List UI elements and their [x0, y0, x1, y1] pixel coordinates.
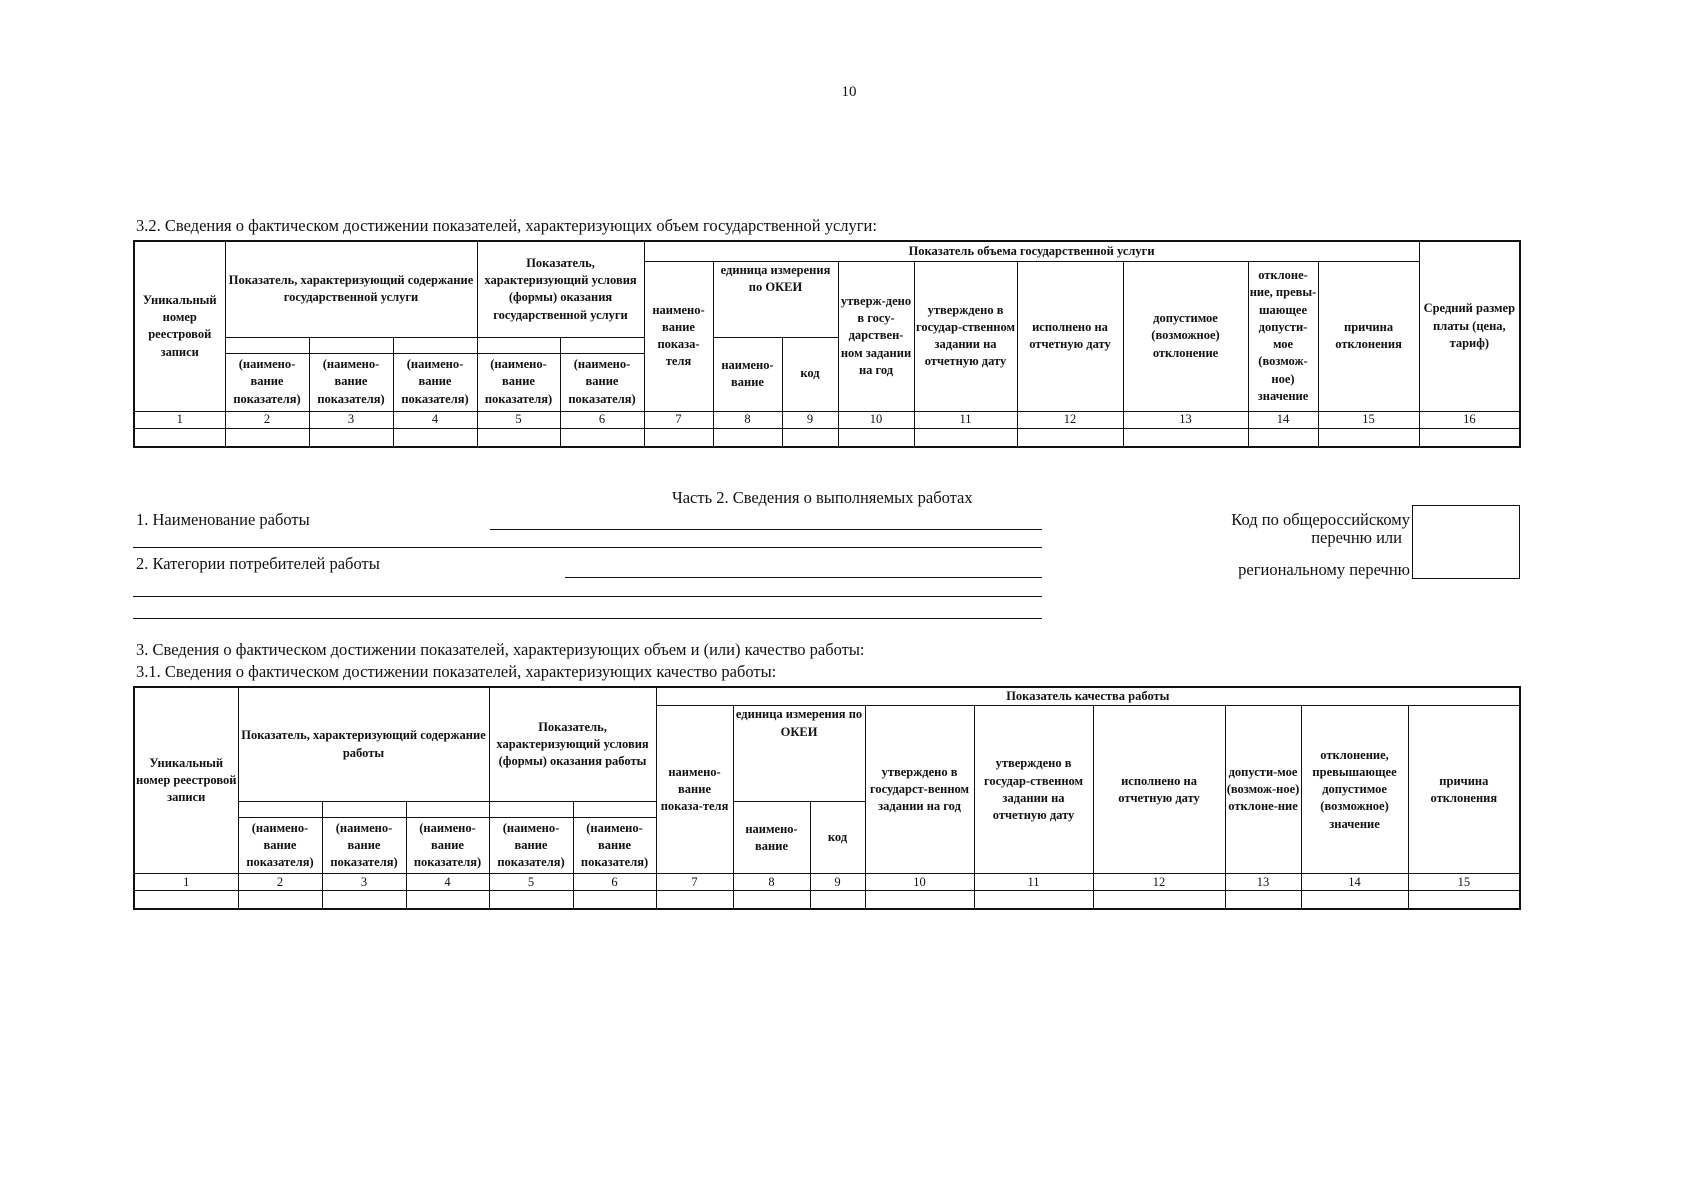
col-number: 9 [782, 411, 838, 428]
col-number: 7 [644, 411, 713, 428]
col-unit: единица измерения по ОКЕИ [713, 261, 838, 337]
code-label-1: Код по общероссийскому [1231, 510, 1410, 529]
col-number: 3 [322, 874, 406, 891]
sub-indicator-name: (наимено-вание показателя) [238, 818, 322, 874]
col-approved-year: утверждено в государст-венном задании на год [865, 706, 974, 874]
col-allowed-deviation: допусти-мое (возмож-ное) отклоне-ние [1225, 706, 1301, 874]
col-average-fee: Средний размер платы (цена, тариф) [1419, 241, 1520, 411]
col-number: 8 [713, 411, 782, 428]
col-number: 3 [309, 411, 393, 428]
col-number: 12 [1017, 411, 1123, 428]
col-number: 6 [573, 874, 656, 891]
col-unit-code: код [782, 337, 838, 411]
section-3-1-title: 3.1. Сведения о фактическом достижении показателей, характеризующих качество работы: [136, 662, 777, 681]
sub-indicator-name: (наимено-вание показателя) [560, 353, 644, 411]
col-number: 14 [1301, 874, 1408, 891]
col-number: 6 [560, 411, 644, 428]
col-number: 4 [406, 874, 489, 891]
sub-indicator-name: (наимено-вание показателя) [489, 818, 573, 874]
col-approved-date: утверждено в государ-ственном задании на отчетную дату [974, 706, 1093, 874]
col-approved-date: утверждено в государ-ственном задании на отчетную дату [914, 261, 1017, 411]
work-name-line-2[interactable] [133, 547, 1042, 548]
col-number: 15 [1318, 411, 1419, 428]
volume-table [133, 240, 1521, 448]
col-done: исполнено на отчетную дату [1017, 261, 1123, 411]
code-label-2: перечню или [1311, 528, 1402, 547]
col-approved-year: утверж-дено в госу-дарствен-ном задании на год [838, 261, 914, 411]
col-number: 7 [656, 874, 733, 891]
part-2-title: Часть 2. Сведения о выполняемых работах [672, 488, 973, 507]
consumers-line-2[interactable] [133, 596, 1042, 597]
group-conditions: Показатель, характеризующий условия (формы) оказания работы [489, 687, 656, 802]
col-number: 12 [1093, 874, 1225, 891]
col-indicator-name: наимено-вание показа-теля [644, 261, 713, 411]
col-number: 1 [134, 411, 225, 428]
col-indicator-name: наимено-вание показа-теля [656, 706, 733, 874]
sub-indicator-name: (наимено-вание показателя) [573, 818, 656, 874]
work-name-line-1[interactable] [490, 529, 1042, 530]
consumers-line-1[interactable] [565, 577, 1042, 578]
col-exceed-deviation: отклоне-ние, превы-шающее допусти-мое (возмож-ное) значение [1248, 261, 1318, 411]
col-number: 15 [1408, 874, 1520, 891]
consumers-line-3[interactable] [133, 618, 1042, 619]
group-volume: Показатель объема государственной услуги [644, 241, 1419, 261]
sub-indicator-name: (наимено-вание показателя) [309, 353, 393, 411]
work-name-label: 1. Наименование работы [136, 510, 310, 529]
group-content: Показатель, характеризующий содержание государственной услуги [225, 241, 477, 337]
col-unit: единица измерения по ОКЕИ [733, 706, 865, 802]
col-number: 14 [1248, 411, 1318, 428]
col-number: 2 [238, 874, 322, 891]
col-number: 9 [810, 874, 865, 891]
col-number: 5 [477, 411, 560, 428]
quality-table [133, 686, 1521, 910]
table-row [134, 428, 1520, 447]
col-number: 4 [393, 411, 477, 428]
code-label-3: региональному перечню [1238, 560, 1410, 579]
section-3-2-title: 3.2. Сведения о фактическом достижении показателей, характеризующих объем государственной услуги: [136, 216, 877, 235]
col-number: 5 [489, 874, 573, 891]
col-number: 13 [1225, 874, 1301, 891]
col-reason: причина отклонения [1318, 261, 1419, 411]
col-unit-name: наимено-вание [713, 337, 782, 411]
group-quality: Показатель качества работы [656, 687, 1520, 706]
col-number: 2 [225, 411, 309, 428]
group-content: Показатель, характеризующий содержание работы [238, 687, 489, 802]
col-exceed-deviation: отклонение, превышающее допустимое (возможное) значение [1301, 706, 1408, 874]
page-number: 10 [841, 84, 857, 100]
col-allowed-deviation: допустимое (возможное) отклонение [1123, 261, 1248, 411]
col-number: 16 [1419, 411, 1520, 428]
registry-code-box[interactable] [1412, 505, 1520, 579]
consumers-label: 2. Категории потребителей работы [136, 554, 380, 573]
sub-indicator-name: (наимено-вание показателя) [477, 353, 560, 411]
sub-indicator-name: (наимено-вание показателя) [225, 353, 309, 411]
col-unique-number: Уникальный номер реестровой записи [134, 687, 238, 874]
sub-indicator-name: (наимено-вание показателя) [322, 818, 406, 874]
col-unique-number: Уникальный номер реестровой записи [134, 241, 225, 411]
col-unit-code: код [810, 802, 865, 874]
col-done: исполнено на отчетную дату [1093, 706, 1225, 874]
sub-indicator-name: (наимено-вание показателя) [406, 818, 489, 874]
col-number: 1 [134, 874, 238, 891]
col-unit-name: наимено-вание [733, 802, 810, 874]
col-reason: причина отклонения [1408, 706, 1520, 874]
col-number: 11 [974, 874, 1093, 891]
sub-indicator-name: (наимено-вание показателя) [393, 353, 477, 411]
col-number: 13 [1123, 411, 1248, 428]
col-number: 11 [914, 411, 1017, 428]
section-3-title: 3. Сведения о фактическом достижении показателей, характеризующих объем и (или) качество работы: [136, 640, 865, 659]
group-conditions: Показатель, характеризующий условия (формы) оказания государственной услуги [477, 241, 644, 337]
col-number: 8 [733, 874, 810, 891]
col-number: 10 [838, 411, 914, 428]
col-number: 10 [865, 874, 974, 891]
table-row [134, 891, 1520, 910]
